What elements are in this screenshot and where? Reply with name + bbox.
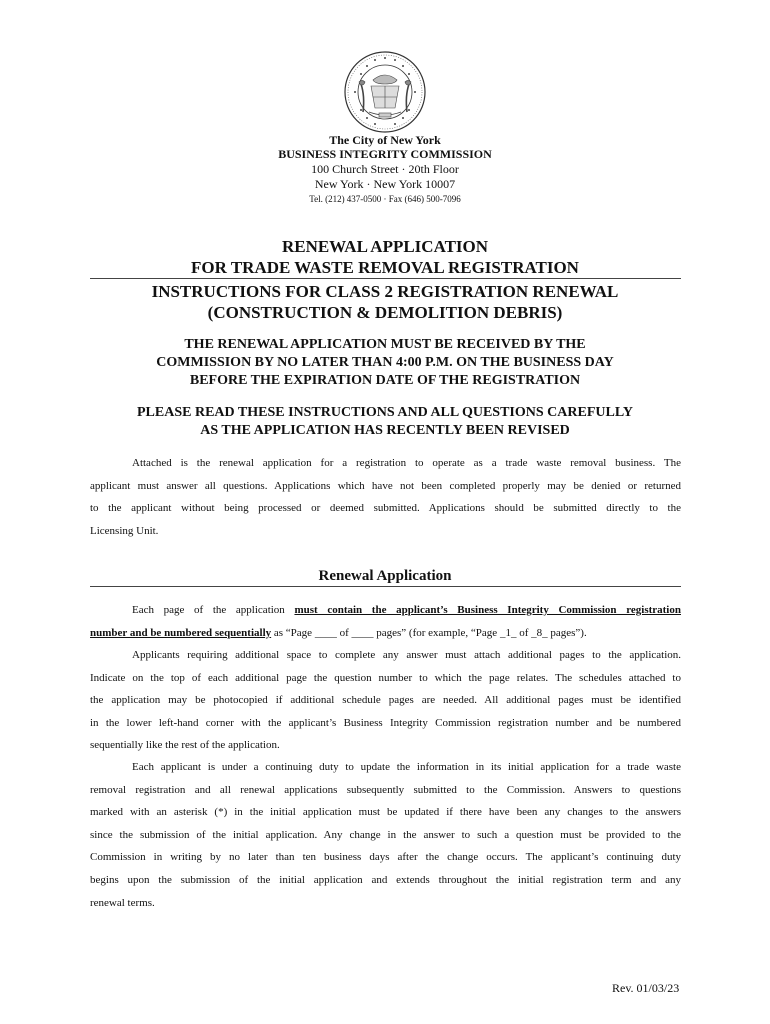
phone-fax: Tel. (212) 437-0500 · Fax (646) 500-7096 bbox=[309, 194, 461, 204]
paragraph-line: sequentially like the rest of the application. bbox=[90, 739, 280, 752]
paragraph-line: Commission in writing by no later than ten business days after the change occurs. The applicant’s continuing duty bbox=[90, 851, 681, 864]
intro-line: to the applicant without being processed or deemed submitted. Applications should be submitted directly to the bbox=[90, 502, 681, 515]
street-address: 100 Church Street · 20th Floor bbox=[311, 162, 459, 176]
warning-line-2: AS THE APPLICATION HAS RECENTLY BEEN REVISED bbox=[200, 423, 570, 438]
paragraph-line: marked with an asterisk (*) in the initial application must be updated if there have been any changes to the answers bbox=[90, 806, 681, 819]
intro-paragraph bbox=[90, 452, 681, 542]
title-line-4: (CONSTRUCTION & DEMOLITION DEBRIS) bbox=[207, 303, 563, 322]
deadline-line-2: COMMISSION BY NO LATER THAN 4:00 P.M. ON THE BUSINESS DAY bbox=[156, 355, 614, 370]
text-run: pages”). bbox=[547, 626, 587, 639]
paragraph-line: in the lower left-hand corner with the applicant’s Business Integrity Commission registration number and be numbered bbox=[90, 716, 681, 729]
title-line-3: INSTRUCTIONS FOR CLASS 2 REGISTRATION RENEWAL bbox=[151, 282, 619, 301]
city-state-zip: New York · New York 10007 bbox=[314, 177, 456, 191]
deadline-line-1: THE RENEWAL APPLICATION MUST BE RECEIVED BY THE bbox=[184, 337, 586, 352]
city-seal-icon bbox=[343, 50, 427, 134]
example-page-number: _1_ bbox=[499, 626, 517, 639]
title-divider bbox=[90, 278, 681, 279]
paragraph-line: the application may be photocopied if additional schedule pages are needed. All additional pages must be identified bbox=[90, 694, 681, 707]
deadline-notice bbox=[0, 336, 770, 390]
example-page-total: _8_ bbox=[531, 626, 548, 639]
city-name: The City of New York bbox=[329, 133, 441, 147]
document-title bbox=[0, 236, 770, 278]
emphasis-text: number and be numbered sequentially bbox=[90, 626, 272, 639]
section-divider bbox=[90, 586, 681, 587]
paragraph-line: Each applicant is under a continuing duty to update the information in its initial application for a trade waste bbox=[132, 761, 681, 773]
intro-line: Attached is the renewal application for a registration to operate as a trade waste removal business. The bbox=[132, 457, 681, 469]
read-carefully-notice bbox=[0, 404, 770, 440]
paragraph-line: removal registration and all renewal applications subsequently submitted to the Commission. Answers to questions bbox=[90, 783, 681, 796]
section-heading: Renewal Application bbox=[318, 568, 452, 584]
continuing-duty-paragraph bbox=[90, 756, 681, 914]
paragraph-line: begins upon the submission of the initial application and extends throughout the initial registration term and any bbox=[90, 873, 681, 886]
additional-pages-paragraph bbox=[90, 644, 681, 757]
text-run: Each page of the application bbox=[132, 604, 295, 616]
emphasis-text: must contain the applicant’s Business Integrity Commission registration bbox=[294, 604, 681, 616]
text-run: of bbox=[516, 626, 532, 639]
intro-line: applicant must answer all questions. Applications which have not been completed properly may be denied or returned bbox=[90, 479, 681, 492]
paragraph-line: Indicate on the top of each additional page the question number to which the page relates. The schedules attached to bbox=[90, 671, 681, 684]
warning-line-1: PLEASE READ THESE INSTRUCTIONS AND ALL QUESTIONS CAREFULLY bbox=[137, 405, 633, 420]
page-numbering-paragraph bbox=[90, 599, 681, 644]
title-line-2: FOR TRADE WASTE REMOVAL REGISTRATION bbox=[191, 258, 579, 277]
text-run: as “Page ____ of ____ pages” (for example, “Page bbox=[271, 626, 500, 639]
paragraph-line bbox=[90, 622, 681, 645]
commission-name: BUSINESS INTEGRITY COMMISSION bbox=[278, 147, 492, 161]
paragraph-line bbox=[90, 599, 681, 622]
paragraph-line: since the submission of the initial application. Any change in the answer to such a question must be provided to the bbox=[90, 828, 681, 841]
paragraph-line: renewal terms. bbox=[90, 896, 155, 909]
title-line-1: RENEWAL APPLICATION bbox=[281, 237, 489, 256]
revision-date: Rev. 01/03/23 bbox=[612, 981, 680, 995]
paragraph-line: Applicants requiring additional space to complete any answer must attach additional pages to the application. bbox=[132, 649, 681, 661]
deadline-line-3: BEFORE THE EXPIRATION DATE OF THE REGISTRATION bbox=[189, 373, 581, 388]
agency-header bbox=[0, 133, 770, 206]
document-subtitle bbox=[0, 281, 770, 323]
intro-line: Licensing Unit. bbox=[90, 524, 159, 537]
